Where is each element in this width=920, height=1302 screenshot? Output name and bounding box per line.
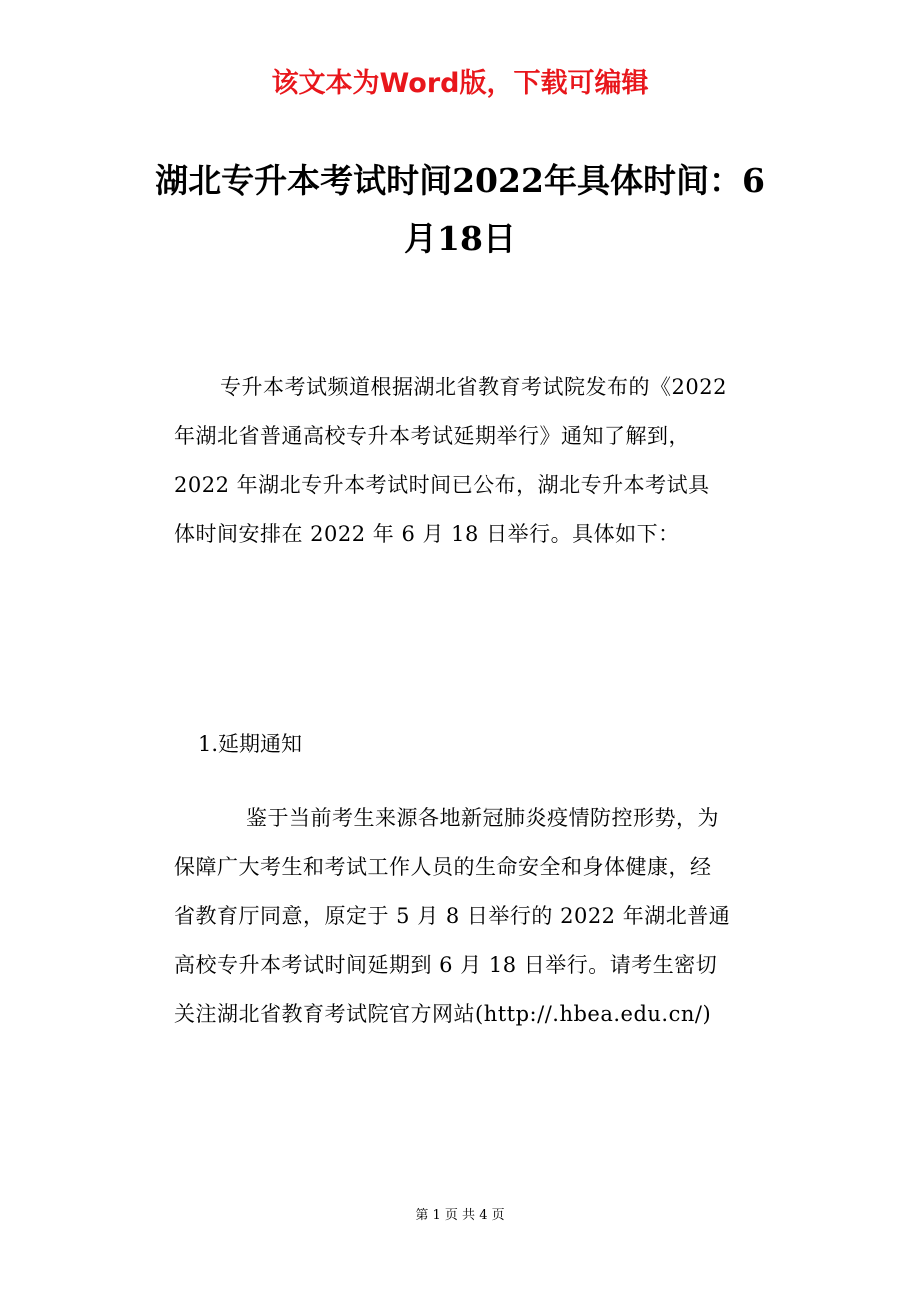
intro-line: 年湖北省普通高校专升本考试延期举行》通知了解到， [174, 424, 690, 448]
intro-line: 专升本考试频道根据湖北省教育考试院发布的《2022 [220, 375, 727, 399]
intro-line: 体时间安排在 2022 年 6 月 18 日举行。具体如下： [174, 522, 680, 546]
body-line: 关注湖北省教育考试院官方网站(http://.hbea.edu.cn/) [174, 1002, 712, 1026]
title-line-2: 月18日 [404, 219, 516, 258]
body-line: 保障广大考生和考试工作人员的生命安全和身体健康，经 [174, 855, 712, 879]
intro-paragraph [174, 363, 780, 559]
page-number-footer: 第 1 页 共 4 页 [415, 1208, 505, 1223]
body-line: 鉴于当前考生来源各地新冠肺炎疫情防控形势，为 [246, 806, 719, 830]
body-line: 高校专升本考试时间延期到 6 月 18 日举行。请考生密切 [174, 953, 718, 977]
download-banner: 该文本为Word版，下载可编辑 [271, 68, 649, 99]
document-title [100, 152, 820, 268]
body-line: 省教育厅同意，原定于 5 月 8 日举行的 2022 年湖北普通 [174, 904, 731, 928]
title-line-1: 湖北专升本考试时间2022年具体时间：6 [155, 161, 765, 200]
intro-line: 2022 年湖北专升本考试时间已公布，湖北专升本考试具 [174, 473, 710, 497]
section-heading-postponement: 1.延期通知 [198, 732, 303, 756]
postponement-paragraph [174, 794, 780, 1039]
